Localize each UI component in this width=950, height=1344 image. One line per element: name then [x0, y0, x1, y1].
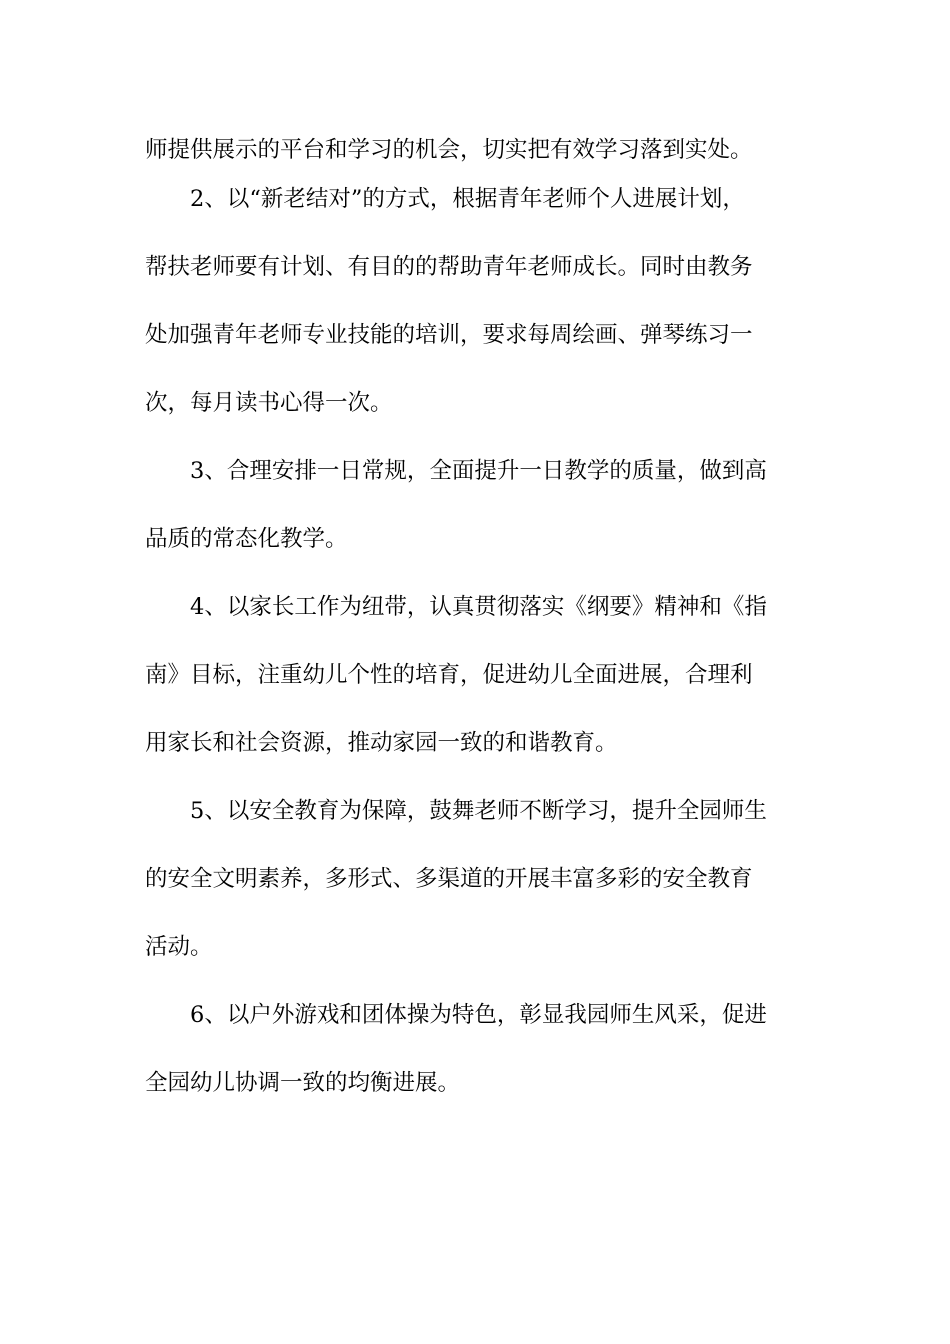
text-line: 处加强青年老师专业技能的培训，要求每周绘画、弹琴练习一 [145, 322, 753, 348]
text-line: 次，每月读书心得一次。 [145, 390, 393, 416]
text-line: 的安全文明素养，多形式、多渠道的开展丰富多彩的安全教育 [145, 866, 753, 892]
text-line: 用家长和社会资源，推动家园一致的和谐教育。 [145, 730, 618, 756]
text-line: 4、以家长工作为纽带，认真贯彻落实《纲要》精神和《指 [190, 594, 767, 620]
text-line: 师提供展示的平台和学习的机会，切实把有效学习落到实处。 [145, 137, 753, 163]
text-line: 5、以安全教育为保障，鼓舞老师不断学习，提升全园师生 [190, 798, 767, 824]
text-line: 品质的常态化教学。 [145, 526, 348, 552]
text-line: 活动。 [145, 934, 213, 960]
text-line: 6、以户外游戏和团体操为特色，彰显我园师生风采，促进 [190, 1002, 767, 1028]
text-line: 南》目标，注重幼儿个性的培育，促进幼儿全面进展，合理利 [145, 662, 753, 688]
text-line: 帮扶老师要有计划、有目的的帮助青年老师成长。同时由教务 [145, 254, 753, 280]
text-line: 全园幼儿协调一致的均衡进展。 [145, 1070, 461, 1096]
text-line: 3、合理安排一日常规，全面提升一日教学的质量，做到高 [190, 458, 767, 484]
text-line: 2、以“新老结对”的方式，根据青年老师个人进展计划， [190, 186, 745, 212]
